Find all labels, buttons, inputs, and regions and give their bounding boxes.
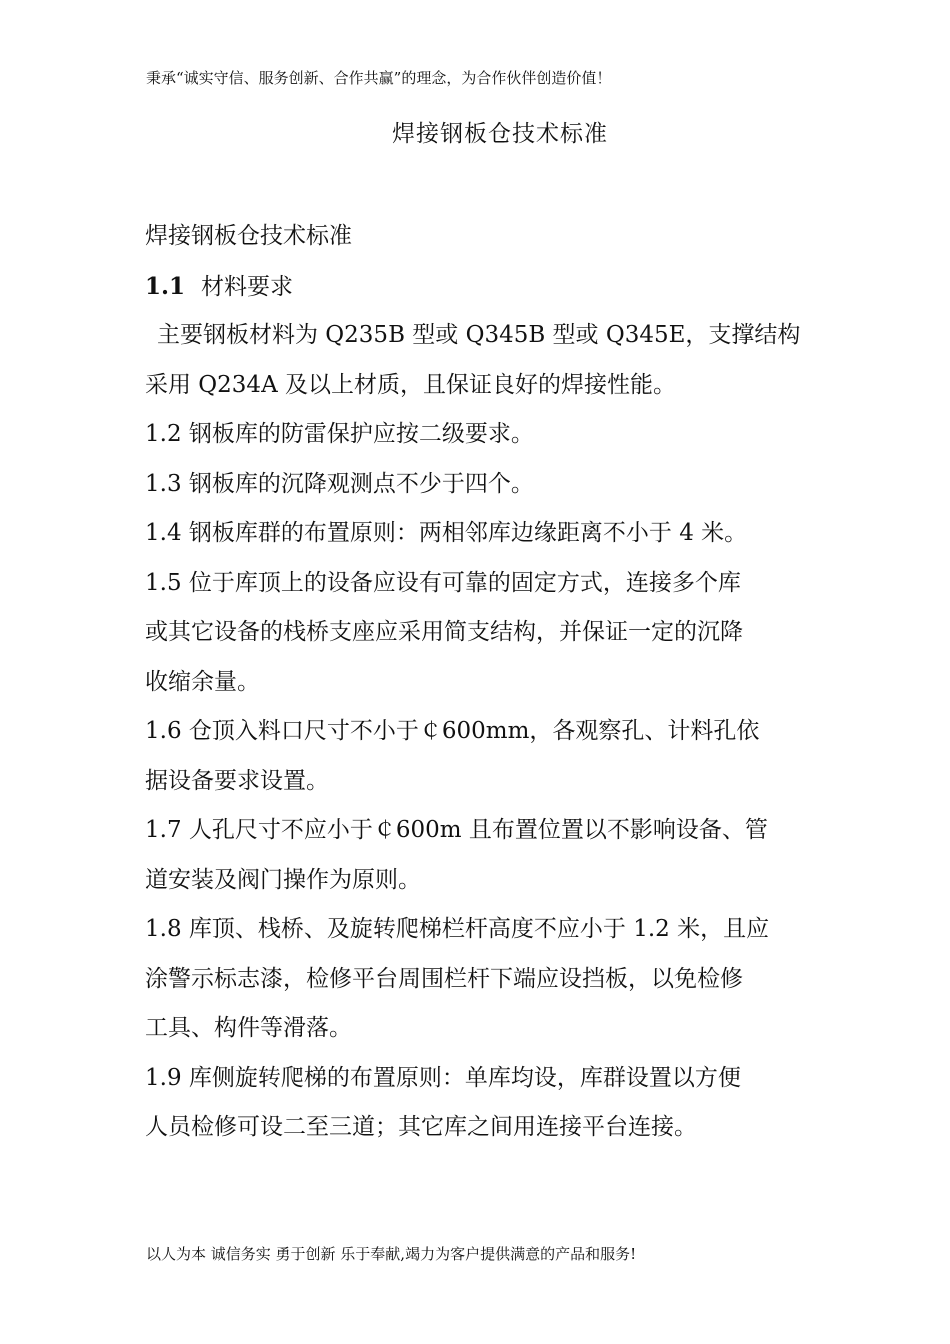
body-line: 主要钢板材料为 Q235B 型或 Q345B 型或 Q345E，支撑结构: [157, 322, 801, 348]
body-line: 据设备要求设置。: [145, 767, 329, 794]
body-line: 人员检修可设二至三道；其它库之间用连接平台连接。: [145, 1114, 697, 1140]
clause-1-4: 1.4 钢板库群的布置原则：两相邻库边缘距离不小于 4 米。: [145, 520, 748, 546]
body-line: 采用 Q234A 及以上材质，且保证良好的焊接性能。: [145, 371, 676, 398]
body-line: 工具、构件等滑落。: [145, 1015, 352, 1041]
body-line: 道安装及阀门操作为原则。: [145, 866, 421, 893]
document-body: [145, 212, 810, 1153]
clause-1-3: 1.3 钢板库的沉降观测点不少于四个。: [145, 470, 534, 497]
clause-1-6: 1.6 仓顶入料口尺寸不小于￠600mm，各观察孔、计料孔依: [145, 718, 760, 744]
body-line: 或其它设备的栈桥支座应采用简支结构，并保证一定的沉降: [145, 619, 743, 645]
clause-1-2: 1.2 钢板库的防雷保护应按二级要求。: [145, 421, 534, 447]
clause-1-8: 1.8 库顶、栈桥、及旋转爬梯栏杆高度不应小于 1.2 米，且应: [145, 916, 770, 942]
clause-1-9: 1.9 库侧旋转爬梯的布置原则：单库均设，库群设置以方便: [145, 1064, 741, 1091]
document-title: 焊接钢板仓技术标准: [392, 121, 608, 147]
body-line: 涂警示标志漆，检修平台周围栏杆下端应设挡板，以免检修: [145, 965, 743, 992]
clause-1-5: 1.5 位于库顶上的设备应设有可靠的固定方式，连接多个库: [145, 569, 741, 596]
clause-1-7: 1.7 人孔尺寸不应小于￠600m 且布置位置以不影响设备、管: [145, 817, 768, 843]
section-heading: [145, 262, 810, 312]
footer-motto: 以人为本 诚信务实 勇于创新 乐于奉献,竭力为客户提供满意的产品和服务!: [146, 1245, 637, 1263]
section-heading-text: 材料要求: [201, 273, 293, 300]
body-line: 收缩余量。: [145, 668, 260, 695]
section-number: 1.1: [145, 272, 186, 300]
header-motto: 秉承“诚实守信、服务创新、合作共赢”的理念，为合作伙伴创造价值！: [146, 69, 612, 87]
document-subtitle: 焊接钢板仓技术标准: [145, 223, 352, 249]
